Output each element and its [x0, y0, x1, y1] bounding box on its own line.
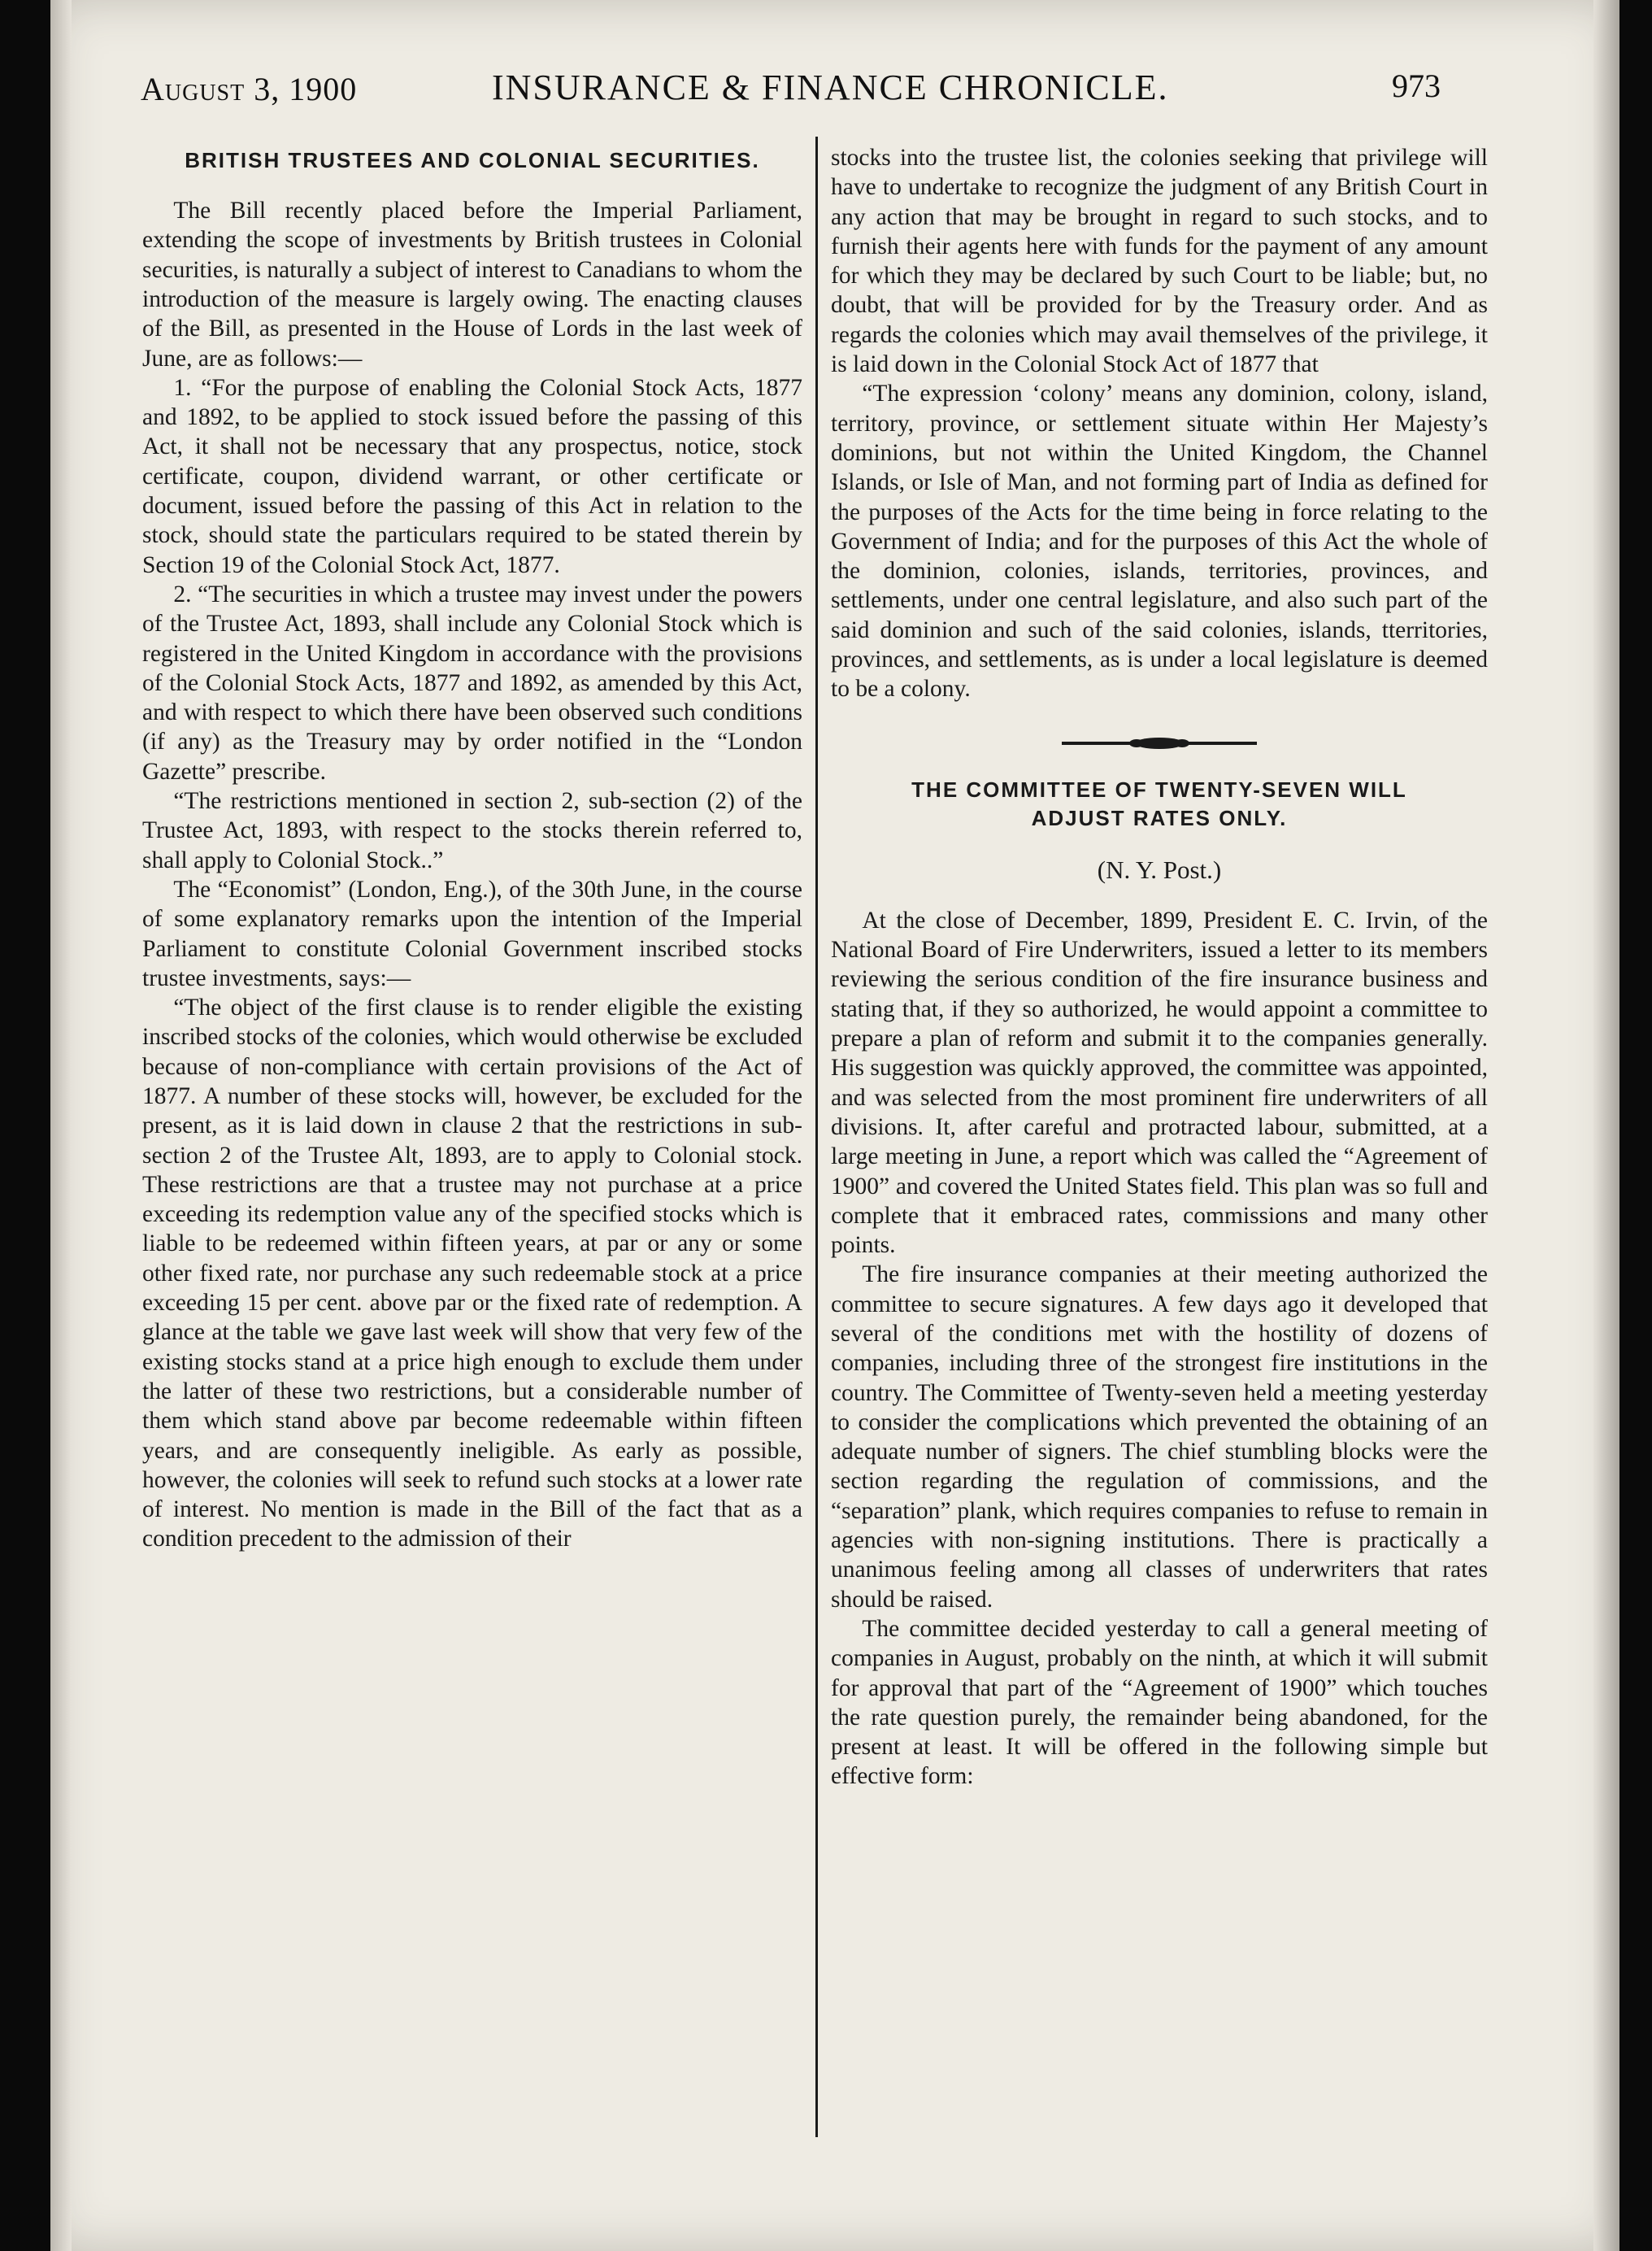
article-headline: BRITISH TRUSTEES AND COLONIAL SECURITIES.: [185, 148, 760, 172]
article-continuation: stocks into the trustee list, the colonies seeking that privilege will have to undertake to recognize the judgment of any British Court in any action that may be brought in regard to such stocks, and to furnish their agents here with funds for the payment of any amount for which they may be declared by such Court to be liable; but, no doubt, that will be provided for by the Treasury order. And as regards the colonies which may avail themselves of the privilege, it is laid down in the Colonial Stock Act of 1877 that: [831, 145, 1488, 378]
article-paragraph: The Bill recently placed before the Imperial Parliament, extending the scope of investments by British trustees in Colonial securities, is naturally a subject of interest to Canadians to whom the introduction of the measure is largely owing. The enacting clauses of the Bill, as presented in the House of Lords in the last week of June, are as follows:—: [142, 198, 802, 372]
page-right-edge: [1593, 0, 1619, 2251]
issue-date: August 3, 1900: [141, 71, 358, 107]
article-paragraph: The “Economist” (London, Eng.), of the 30th June, in the course of some explanatory remarks upon the intention of the Imperial Parliament to constitute Colonial Government inscribed stocks trustee investments, says:—: [142, 876, 802, 991]
page-left-edge: [50, 0, 72, 2251]
column-rule: [815, 137, 818, 2137]
ornament-divider-icon: [1062, 735, 1257, 751]
article-paragraph: “The restrictions mentioned in section 2, sub-section (2) of the Trustee Act, 1893, with respect to the stocks therein referred to, shall apply to Colonial Stock..”: [142, 788, 802, 873]
article-paragraph: The committee decided yesterday to call a general meeting of companies in August, probably on the ninth, at which it will submit for approval that part of the “Agreement of 1900” which touches the rate question purely, the remainder being abandoned, for the present at least. It will be offered in the following simple but effective form:: [831, 1615, 1488, 1790]
left-column: [142, 146, 802, 1554]
right-column: [831, 143, 1488, 1792]
article-headline: [831, 776, 1488, 833]
page-number: 973: [1392, 67, 1441, 104]
article-paragraph: 2. “The securities in which a trustee may invest under the powers of the Trustee Act, 1893, shall include any Colonial Stock which is registered in the United Kingdom in accordance with the provisions of the Colonial Stock Acts, 1877 and 1892, as amended by this Act, and with respect to which there have been observed such conditions (if any) as the Treasury may by order notified in the “London Gazette” prescribe.: [142, 581, 802, 785]
article-paragraph: 1. “For the purpose of enabling the Colonial Stock Acts, 1877 and 1892, to be applied to stock issued before the passing of this Act, it shall not be necessary that any prospectus, notice, stock certificate, coupon, dividend warrant, or other certificate or document, issued before the passing of this Act in relation to the stock, should state the particulars required to be stated therein by Section 19 of the Colonial Stock Act, 1877.: [142, 374, 802, 578]
page-header: [0, 63, 1652, 120]
article-paragraph: At the close of December, 1899, President E. C. Irvin, of the National Board of Fire Underwriters, issued a letter to its members reviewing the serious condition of the fire insurance business and stating that, if they so authorized, he would appoint a committee to prepare a plan of reform and submit it to the companies generally. His suggestion was quickly approved, the committee was appointed, and was selected from the most prominent fire underwriters of all divisions. It, after careful and protracted labour, submitted, at a large meeting in June, a report which was called the “Agreement of 1900” and covered the United States field. This plan was so full and complete that it embraced rates, commissions and many other points.: [831, 907, 1488, 1259]
headline-line: ADJUST RATES ONLY.: [1031, 805, 1288, 830]
article-paragraph: The fire insurance companies at their meeting authorized the committee to secure signatures. A few days ago it developed that several of the conditions met with the hostility of dozens of companies, including three of the strongest fire institutions in the country. The Committee of Twenty-seven held a meeting yesterday to consider the complications which prevented the obtaining of an adequate number of signers. The chief stumbling blocks were the section regarding the regulation of commissions, and the “separation” plank, which requires companies to refuse to remain in agencies with non-signing institutions. There is practically a unanimous feeling among all classes of underwriters that rates should be raised.: [831, 1261, 1488, 1613]
article-continuation: “The expression ‘colony’ means any dominion, colony, island, territory, province, or settlement situate within Her Majesty’s dominions, but not within the United Kingdom, the Channel Islands, or Isle of Man, and not forming part of India as defined for the purposes of the Acts for the time being in force relating to the Government of India; and for the purposes of this Act the whole of the dominion, colonies, islands, territories, provinces, and settlements, under one central legislature, and also such part of the said dominion and such of the said colonies, islands, tterritories, provinces, and settlements, as is under a local legislature is deemed to be a colony.: [831, 381, 1488, 703]
article-source: (N. Y. Post.): [1097, 855, 1222, 884]
article-paragraph: “The object of the first clause is to render eligible the existing inscribed stocks of the colonies, which would otherwise be excluded because of non-compliance with certain provisions of the Act of 1877. A number of these stocks will, however, be excluded for the present, as it is laid down in clause 2 that the restrictions in sub-section 2 of the Trustee Alt, 1893, are to apply to Colonial stock. These restrictions are that a trustee may not purchase at a price exceeding its redemption value any of the specified stocks which is liable to be redeemed within fifteen years, at par or any or some other fixed rate, nor purchase any such redeemable stock at a price exceeding 15 per cent. above par or the fixed rate of redemption. A glance at the table we gave last week will show that very few of the existing stocks stand at a price high enough to exclude them under the latter of these two restrictions, but a considerable number of them which stand above par become redeemable within fifteen years, and are consequently ineligible. As early as possible, however, the colonies will seek to refund such stocks at a lower rate of interest. No mention is made in the Bill of the fact that as a condition precedent to the admission of their: [142, 995, 802, 1552]
publication-title: INSURANCE & FINANCE CHRONICLE.: [492, 67, 1169, 107]
headline-line: THE COMMITTEE OF TWENTY-SEVEN WILL: [911, 777, 1407, 802]
